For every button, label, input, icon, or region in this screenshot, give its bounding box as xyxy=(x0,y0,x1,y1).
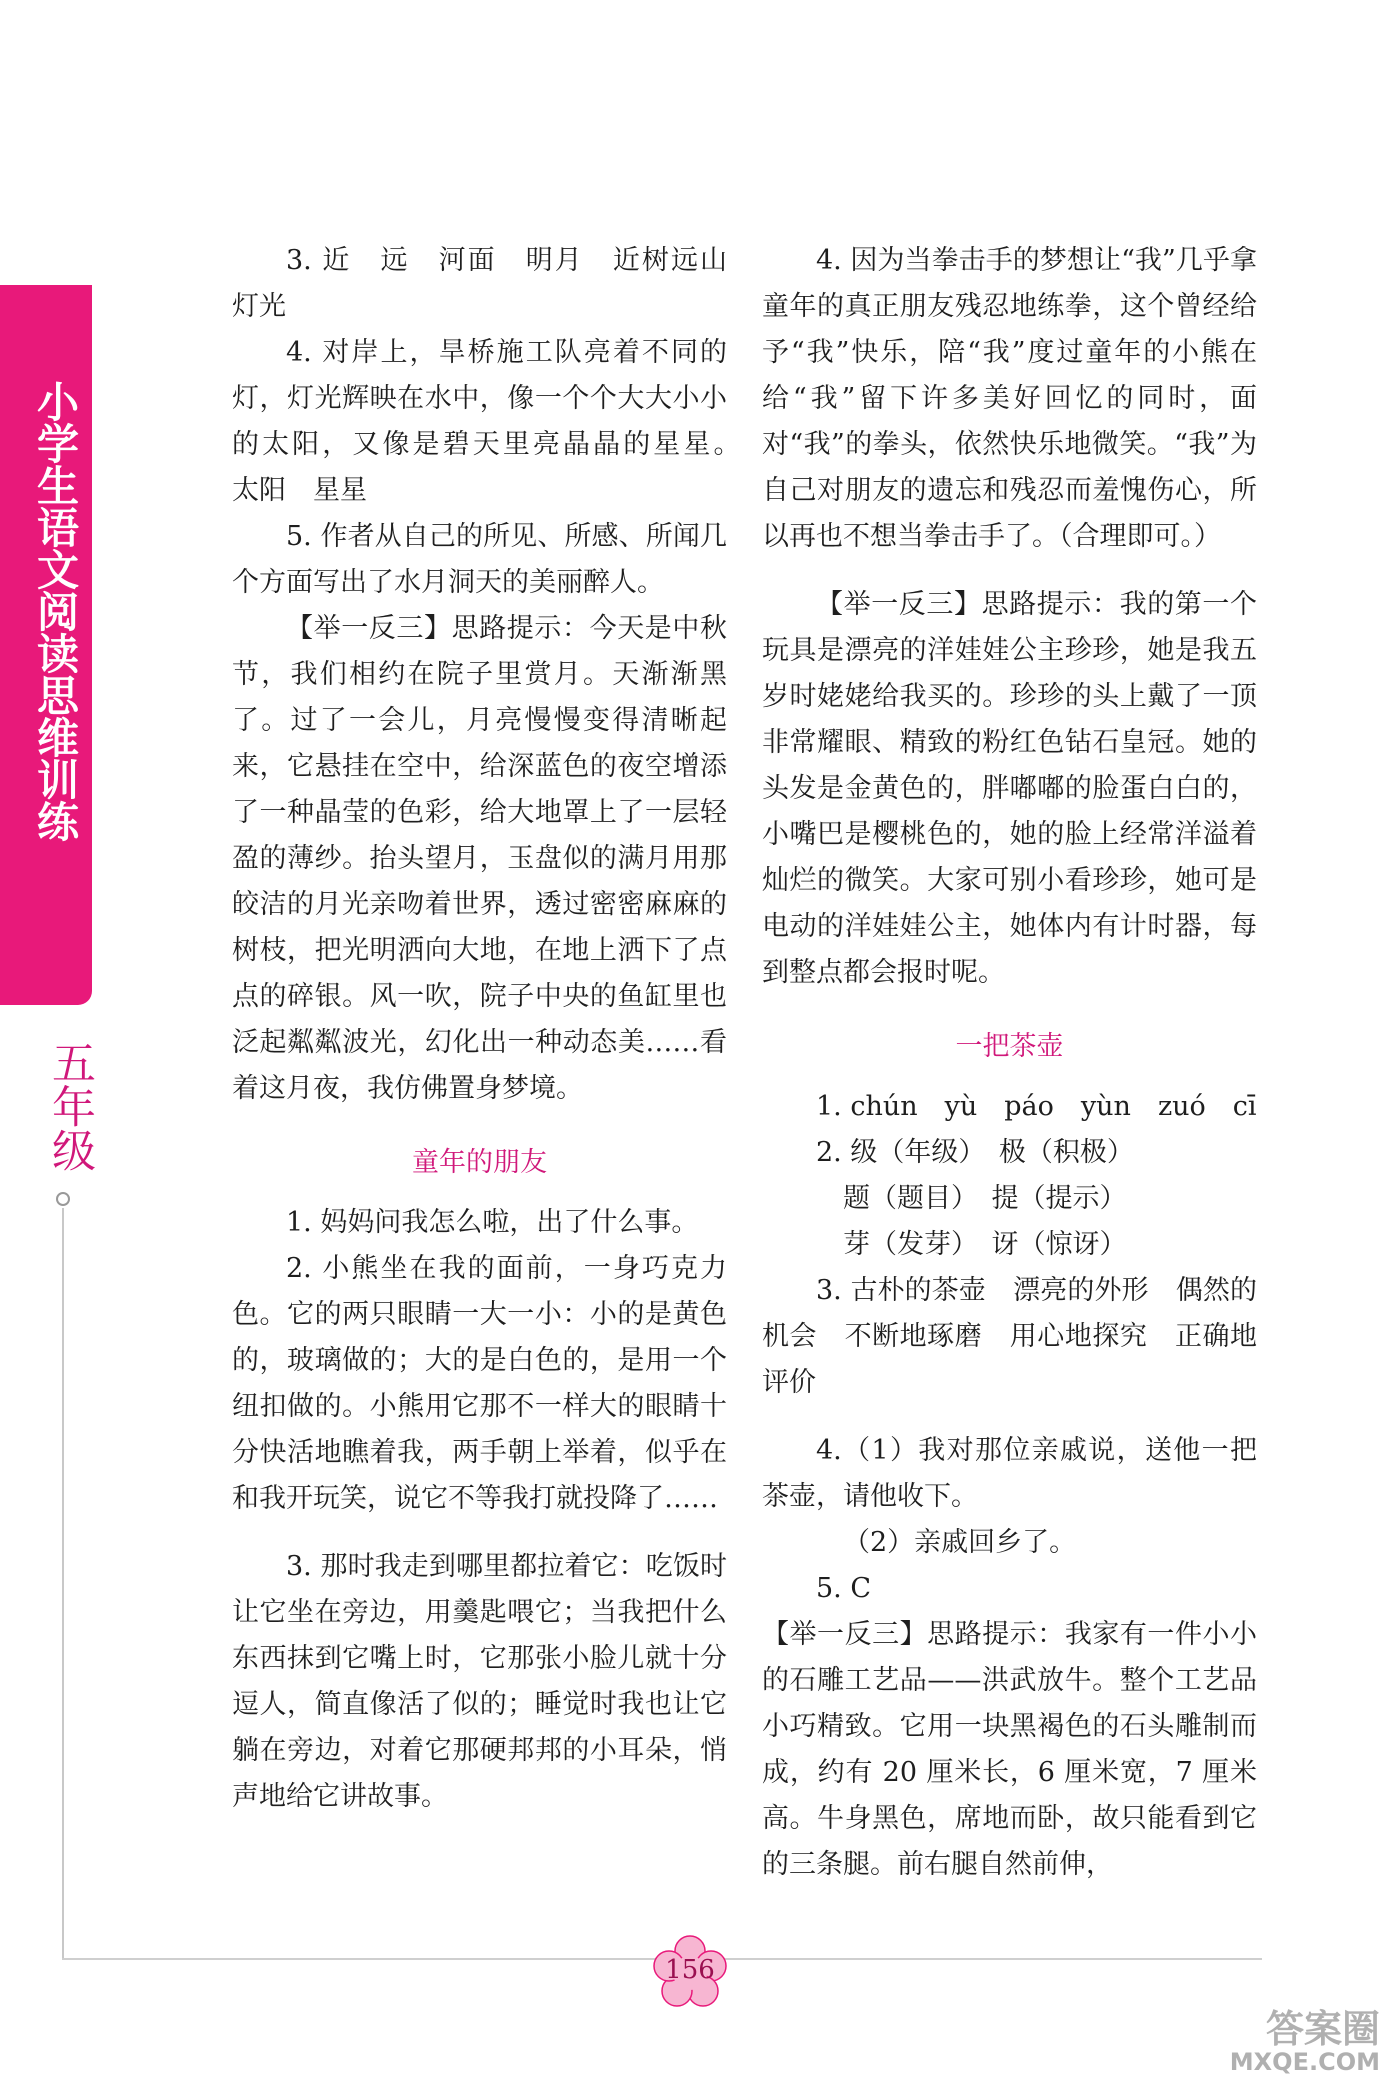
answer-4-part-1: 4.（1）我对那位亲戚说，送他一把茶壶，请他收下。 xyxy=(762,1435,1257,1512)
watermark-text: 答案圈 xyxy=(1265,2007,1380,2051)
extension-hint: 【举一反三】思路提示：我家有一件小小的石雕工艺品——洪武放牛。整个工艺品小巧精致。它用一块黑褐色的石头雕制而成，约有 20 厘米长，6 厘米宽，7 厘米高。牛身黑色，席地而卧，故只能看到它的三条腿。前右腿自然前伸， xyxy=(762,1619,1257,1880)
answer-4: 4. 因为当拳击手的梦想让“我”几乎拿童年的真正朋友残忍地练拳，这个曾经给予“我”快乐，陪“我”度过童年的小熊在给“我”留下许多美好回忆的同时，面对“我”的拳头，依然快乐地微笑。“我”为自己对朋友的遗忘和残忍而羞愧伤心，所以再也不想当拳击手了。（合理即可。） xyxy=(762,245,1257,552)
answer-2-line-3: 芽（发芽） 讶（惊讶） xyxy=(843,1229,1127,1260)
answer-2: 2. 小熊坐在我的面前，一身巧克力色。它的两只眼睛一大一小：小的是黄色的，玻璃做的；大的是白色的，是用一个纽扣做的。小熊用它那不一样大的眼睛十分快活地瞧着我，两手朝上举着，似乎在和我开玩笑，说它不等我打就投降了…… xyxy=(232,1253,727,1514)
answer-1: 1. chún yù páo yùn zuó cī xyxy=(816,1091,1257,1122)
watermark-url: MXQE.COM xyxy=(1229,2048,1380,2076)
answer-4-part-2: （2）亲戚回乡了。 xyxy=(843,1527,1077,1558)
right-column xyxy=(762,238,1257,1888)
grade-marker xyxy=(56,1192,70,1206)
sidebar-tab xyxy=(0,285,92,1005)
book-title: 小学生语文阅读思维训练 xyxy=(31,380,80,842)
answer-3: 3. 古朴的茶壶 漂亮的外形 偶然的机会 不断地琢磨 用心地探究 正确地评价 xyxy=(762,1275,1257,1398)
section-title-childhood-friend: 童年的朋友 xyxy=(412,1147,547,1178)
extension-hint: 【举一反三】思路提示：今天是中秋节，我们相约在院子里赏月。天渐渐黑了。过了一会儿，月亮慢慢变得清晰起来，它悬挂在空中，给深蓝色的夜空增添了一种晶莹的色彩，给大地罩上了一层轻盈的薄纱。抬头望月，玉盘似的满月用那皎洁的月光亲吻着世界，透过密密麻麻的树枝，把光明洒向大地，在地上洒下了点点的碎银。风一吹，院子中央的鱼缸里也泛起粼粼波光，幻化出一种动态美……看着这月夜，我仿佛置身梦境。 xyxy=(232,613,727,1104)
answer-1: 1. 妈妈问我怎么啦，出了什么事。 xyxy=(286,1207,699,1238)
answer-5: 5. 作者从自己的所见、所感、所闻几个方面写出了水月洞天的美丽醉人。 xyxy=(232,521,727,598)
answer-4: 4. 对岸上，旱桥施工队亮着不同的灯，灯光辉映在水中，像一个个大大小小的太阳，又像是碧天里亮晶晶的星星。 太阳 星星 xyxy=(232,337,754,506)
answer-5: 5. C xyxy=(816,1573,872,1604)
answer-2: 2. 级（年级） 极（积极） xyxy=(816,1137,1134,1168)
grade-label: 五年级 xyxy=(44,1040,95,1172)
left-column xyxy=(232,238,754,1820)
margin-rule xyxy=(62,1208,64,1958)
answer-3: 3. 近 远 河面 明月 近树远山 灯光 xyxy=(232,245,754,322)
section-title-teapot: 一把茶壶 xyxy=(955,1031,1064,1062)
extension-hint: 【举一反三】思路提示：我的第一个玩具是漂亮的洋娃娃公主珍珍，她是我五岁时姥姥给我买的。珍珍的头上戴了一顶非常耀眼、精致的粉红色钻石皇冠。她的头发是金黄色的，胖嘟嘟的脸蛋白白的，小嘴巴是樱桃色的，她的脸上经常洋溢着灿烂的微笑。大家可别小看珍珍，她可是电动的洋娃娃公主，她体内有计时器，每到整点都会报时呢。 xyxy=(762,589,1257,988)
answer-3: 3. 那时我走到哪里都拉着它：吃饭时让它坐在旁边，用羹匙喂它；当我把什么东西抹到它嘴上时，它那张小脸儿就十分逗人，简直像活了似的；睡觉时我也让它躺在旁边，对着它那硬邦邦的小耳朵，悄声地给它讲故事。 xyxy=(232,1551,727,1812)
page-number: 156 xyxy=(665,1955,715,1985)
answer-2-line-2: 题（题目） 提（提示） xyxy=(843,1183,1127,1214)
watermark xyxy=(1130,2007,1380,2076)
